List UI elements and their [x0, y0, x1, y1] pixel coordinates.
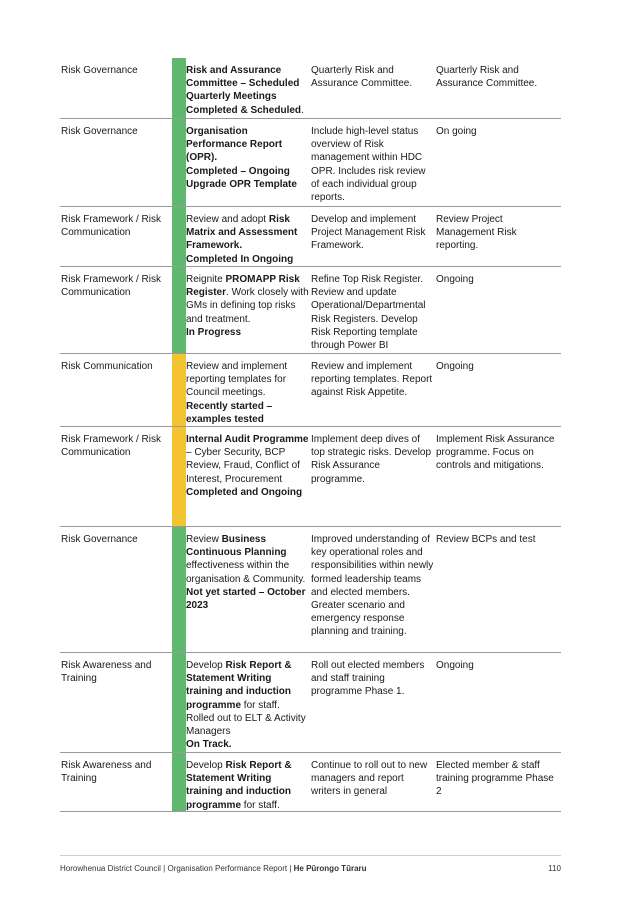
- status-bar: [172, 119, 186, 206]
- action-bold-text: Completed In Ongoing: [186, 253, 294, 265]
- action-status: [186, 119, 311, 206]
- risk-area: Risk Governance: [61, 65, 138, 76]
- status-bar: [172, 354, 186, 426]
- risk-area: Risk Governance: [61, 126, 138, 137]
- status-bar: [172, 753, 186, 811]
- action-status: [186, 267, 311, 353]
- action-status: [186, 207, 311, 266]
- next-steps: Refine Top Risk Register. Review and update Operational/Departmental Risk Registers. Develop Risk Reporting template through Power BI: [311, 274, 426, 352]
- footer-title: He Pūrongo Tūraru: [293, 864, 367, 873]
- action-status: [186, 427, 311, 526]
- table-row: [60, 753, 561, 812]
- status-bar: [172, 527, 186, 652]
- action-text: effectiveness within the organisation & Community.: [186, 560, 306, 585]
- action-status: [186, 527, 311, 652]
- risk-area: Risk Framework / Risk Communication: [61, 434, 162, 459]
- status-bar: [172, 58, 186, 118]
- footer-text: [60, 864, 367, 873]
- table-row: [60, 267, 561, 354]
- footer-separator: |: [287, 864, 294, 873]
- next-steps: Implement deep dives of top strategic risks. Develop Risk Assurance programme.: [311, 434, 432, 485]
- action-text: Develop: [186, 760, 226, 771]
- action-text: . Work closely with GMs in defining top risks and treatment.: [186, 287, 309, 325]
- status-bar: [172, 427, 186, 526]
- risk-area: Risk Awareness and Training: [61, 760, 152, 785]
- action-bold-text: Completed – Ongoing Upgrade OPR Template: [186, 165, 297, 190]
- footer-org: Horowhenua District Council: [60, 864, 161, 873]
- risk-table: [60, 58, 561, 812]
- status-bar: [172, 207, 186, 266]
- next-steps: Develop and implement Project Management Risk Framework.: [311, 214, 426, 252]
- action-text: Review: [186, 534, 222, 545]
- action-text: .: [301, 104, 304, 116]
- action-bold-text: Risk Report & Statement Writing training and induction programme: [186, 660, 292, 711]
- action-status: [186, 58, 311, 118]
- status-bar: [172, 653, 186, 752]
- action-status: [186, 753, 311, 811]
- future-plans: Quarterly Risk and Assurance Committee.: [436, 65, 538, 90]
- table-row: [60, 119, 561, 207]
- action-text: Rolled out to ELT & Activity Managers: [186, 712, 306, 738]
- risk-area: Risk Framework / Risk Communication: [61, 214, 162, 239]
- future-plans: Ongoing: [436, 660, 474, 671]
- action-bold-text: Risk Report & Statement Writing training and induction programme: [186, 760, 292, 811]
- next-steps: Quarterly Risk and Assurance Committee.: [311, 65, 413, 90]
- action-bold-text: Organisation Performance Report (OPR).: [186, 126, 283, 164]
- action-text: Review and adopt: [186, 214, 269, 225]
- future-plans: Ongoing: [436, 361, 474, 372]
- page-footer: [60, 855, 561, 873]
- table-row: [60, 354, 561, 427]
- action-bold-text: Recently started – examples tested: [186, 400, 273, 425]
- future-plans: Ongoing: [436, 274, 474, 285]
- next-steps: Include high-level status overview of Risk management within HDC OPR. Includes risk review of each individual group reports.: [311, 126, 426, 204]
- next-steps: Continue to roll out to new managers and report writers in general: [311, 760, 428, 798]
- table-row: [60, 58, 561, 119]
- table-row: [60, 207, 561, 267]
- table-row: [60, 427, 561, 527]
- action-bold-text: Not yet started – October 2023: [186, 586, 306, 612]
- action-text: Develop: [186, 660, 226, 671]
- action-bold-text: On Track.: [186, 739, 232, 751]
- future-plans: On going: [436, 126, 477, 137]
- next-steps: Improved understanding of key operational roles and responsibilities within newly formed leadership teams and elected members. Greater scenario and emergency response planning and training.: [311, 534, 434, 638]
- action-text: for staff.: [241, 699, 280, 711]
- risk-area: Risk Framework / Risk Communication: [61, 274, 162, 299]
- next-steps: Roll out elected members and staff training programme Phase 1.: [311, 660, 425, 698]
- action-text: for staff.: [241, 799, 280, 811]
- future-plans: Review BCPs and test: [436, 534, 536, 545]
- action-bold-text: In Progress: [186, 326, 242, 338]
- table-row: [60, 527, 561, 653]
- footer-report: Organisation Performance Report: [167, 864, 288, 873]
- status-bar: [172, 267, 186, 353]
- footer-separator: |: [160, 864, 168, 873]
- future-plans: Elected member & staff training programme Phase 2: [436, 760, 554, 798]
- action-status: [186, 354, 311, 426]
- action-text: Review and implement reporting templates for Council meetings.: [186, 361, 288, 399]
- action-bold-text: Risk and Assurance Committee – Scheduled Quarterly Meetings Completed & Scheduled: [186, 65, 302, 116]
- action-bold-text: Business Continuous Planning: [186, 534, 287, 559]
- action-status: [186, 653, 311, 752]
- future-plans: Implement Risk Assurance programme. Focus on controls and mitigations.: [436, 434, 555, 472]
- page-number: 110: [548, 864, 561, 873]
- action-bold-text: PROMAPP Risk Register: [186, 274, 300, 299]
- future-plans: Review Project Management Risk reporting.: [436, 214, 517, 252]
- risk-area: Risk Awareness and Training: [61, 660, 152, 685]
- action-bold-text: Risk Matrix and Assessment Framework.: [186, 214, 298, 252]
- action-text: – Cyber Security, BCP Review, Fraud, Conflict of Interest, Procurement: [186, 447, 300, 485]
- action-text: Reignite: [186, 274, 226, 285]
- risk-area: Risk Communication: [61, 361, 153, 372]
- action-bold-text: Internal Audit Programme: [186, 434, 309, 445]
- action-bold-text: Completed and Ongoing: [186, 486, 303, 498]
- next-steps: Review and implement reporting templates. Report against Risk Appetite.: [311, 361, 433, 399]
- risk-area: Risk Governance: [61, 534, 138, 545]
- table-row: [60, 653, 561, 753]
